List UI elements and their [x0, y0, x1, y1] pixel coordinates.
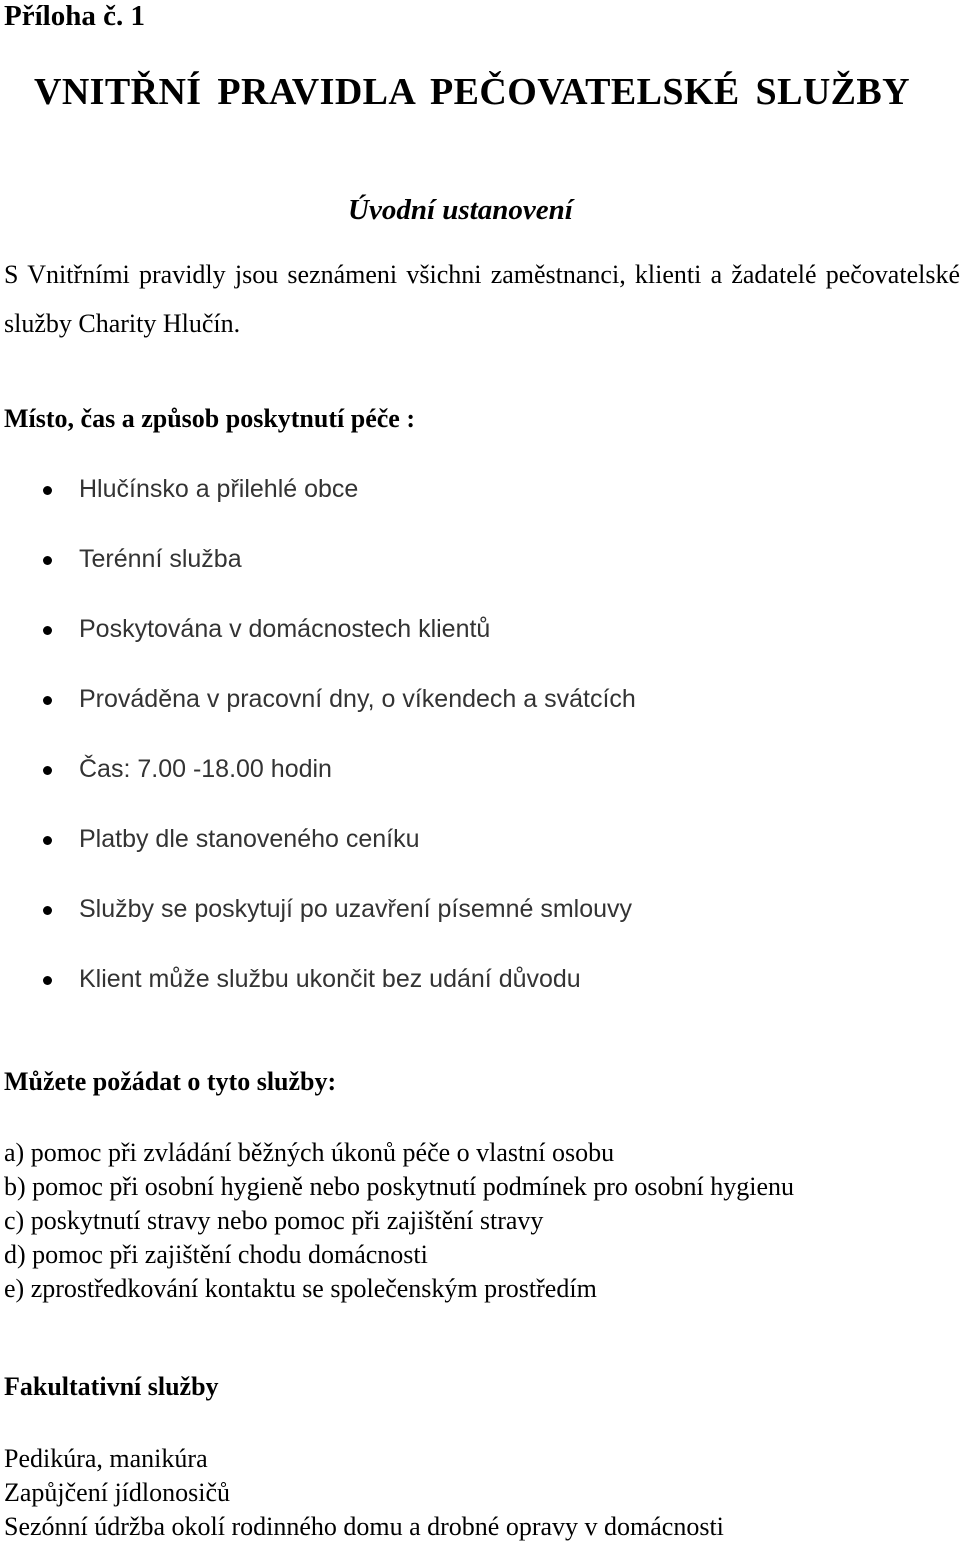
bullet-icon — [43, 486, 52, 495]
list-item-text: Terénní služba — [79, 545, 242, 573]
bullet-icon — [43, 556, 52, 565]
services-heading: Můžete požádat o tyto služby: — [4, 1067, 337, 1096]
list-item: a) pomoc při zvládání běžných úkonů péče o vlastní osobu — [4, 1138, 615, 1167]
list-item-text: Prováděna v pracovní dny, o víkendech a svátcích — [79, 685, 636, 713]
list-item — [0, 614, 960, 644]
list-item-text: Čas: 7.00 -18.00 hodin — [79, 755, 332, 783]
list-item: d) pomoc při zajištění chodu domácnosti — [4, 1240, 428, 1269]
list-item — [0, 964, 960, 994]
list-item — [0, 894, 960, 924]
list-item — [0, 684, 960, 714]
list-item — [0, 544, 960, 574]
list-item: b) pomoc při osobní hygieně nebo poskytnutí podmínek pro osobní hygienu — [4, 1172, 795, 1201]
bullet-icon — [43, 626, 52, 635]
list-item-text: Poskytována v domácnostech klientů — [79, 615, 491, 643]
list-item-text: Hlučínsko a přilehlé obce — [79, 475, 359, 503]
attachment-label: Příloha č. 1 — [4, 0, 145, 32]
bullet-icon — [43, 906, 52, 915]
list-item — [0, 824, 960, 854]
place-time-heading: Místo, čas a způsob poskytnutí péče : — [4, 404, 415, 433]
bullet-icon — [43, 976, 52, 985]
list-item — [0, 754, 960, 784]
list-item: Pedikúra, manikúra — [4, 1444, 208, 1473]
bullet-icon — [43, 836, 52, 845]
list-item: e) zprostředkování kontaktu se společenským prostředím — [4, 1274, 597, 1303]
list-item: c) poskytnutí stravy nebo pomoc při zajištění stravy — [4, 1206, 544, 1235]
list-item-text: Platby dle stanoveného ceníku — [79, 825, 420, 853]
services-list — [4, 1136, 794, 1306]
list-item — [0, 474, 960, 504]
intro-paragraph: S Vnitřními pravidly jsou seznámeni všichni zaměstnanci, klienti a žadatelé pečovatelské služby Charity Hlučín. — [4, 260, 960, 338]
bullet-icon — [43, 696, 52, 705]
bullet-icon — [43, 766, 52, 775]
list-item: Zapůjčení jídlonosičů — [4, 1478, 231, 1507]
intro-heading: Úvodní ustanovení — [348, 194, 573, 226]
optional-services-heading: Fakultativní služby — [4, 1372, 219, 1401]
optional-services-list — [4, 1442, 724, 1544]
list-item-text: Služby se poskytují po uzavření písemné smlouvy — [79, 895, 633, 923]
list-item: Sezónní údržba okolí rodinného domu a drobné opravy v domácnosti — [4, 1512, 724, 1541]
document-title: VNITŘNÍ PRAVIDLA PEČOVATELSKÉ SLUŽBY — [34, 71, 911, 113]
list-item-text: Klient může službu ukončit bez udání důvodu — [79, 965, 581, 993]
